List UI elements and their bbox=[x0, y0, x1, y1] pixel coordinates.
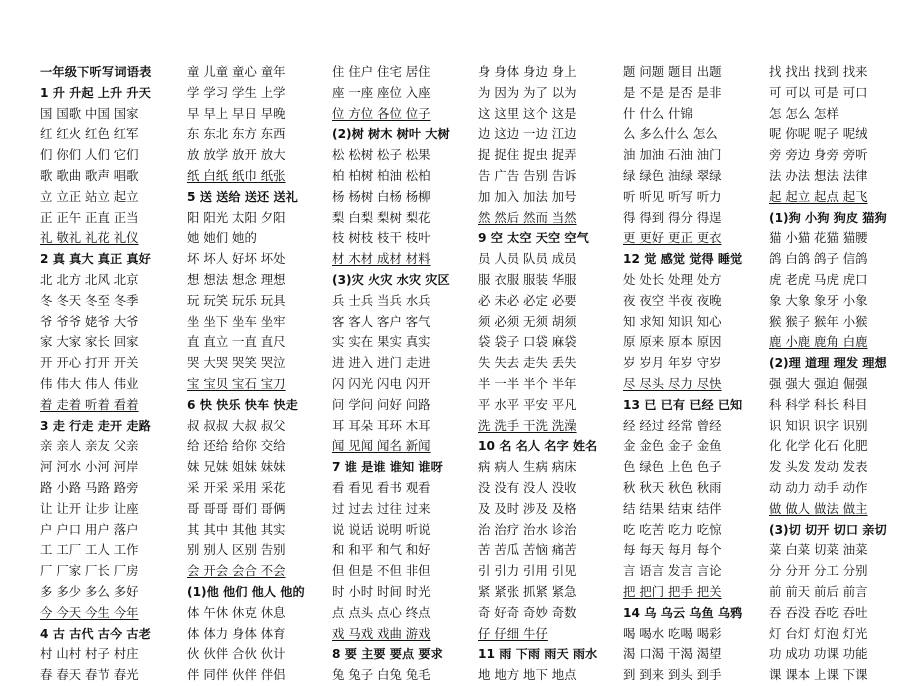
word-row: 给 还给 给你 交给 bbox=[187, 438, 286, 454]
word-row: 失 失去 走失 丢失 bbox=[478, 355, 577, 371]
word-column-5 bbox=[623, 62, 759, 686]
word-row: 体 体力 身体 体育 bbox=[187, 625, 286, 641]
word-row: 油 加油 石油 油门 bbox=[623, 147, 722, 163]
lesson-heading: 10 名 名人 名字 姓名 bbox=[478, 439, 598, 454]
lesson-heading: 1 升 升起 上升 升天 bbox=[40, 85, 151, 100]
word-row: 让 让开 让步 让座 bbox=[40, 500, 139, 516]
word-row: 路 小路 马路 路旁 bbox=[40, 479, 139, 495]
word-row: 实 实在 果实 真实 bbox=[332, 334, 431, 350]
word-row: 加 加入 加法 加号 bbox=[478, 188, 577, 204]
word-row: 鸽 白鸽 鸽子 信鸽 bbox=[769, 251, 868, 267]
word-row: 病 病人 生病 病床 bbox=[478, 459, 577, 475]
word-row: 冬 冬天 冬至 冬季 bbox=[40, 292, 139, 308]
underlined-word-row: 位 方位 各位 位子 bbox=[332, 105, 431, 121]
word-row: 正 正午 正直 正当 bbox=[40, 209, 139, 225]
word-row: 玩 玩笑 玩乐 玩具 bbox=[187, 292, 286, 308]
word-row: 识 知识 识字 识别 bbox=[769, 417, 868, 433]
word-row: 旁 旁边 身旁 旁听 bbox=[769, 147, 868, 163]
word-row: 可 可以 可是 可口 bbox=[769, 84, 868, 100]
word-column-4 bbox=[478, 62, 614, 686]
word-row: 科 科学 科长 科目 bbox=[769, 396, 868, 412]
word-row: 问 学问 问好 问路 bbox=[332, 396, 431, 412]
word-row: 原 原来 原本 原因 bbox=[623, 334, 722, 350]
underlined-word-row: 更 更好 更正 更衣 bbox=[623, 230, 722, 246]
word-row: 听 听见 听写 听力 bbox=[623, 188, 722, 204]
word-row: 枝 树枝 枝干 枝叶 bbox=[332, 230, 431, 246]
word-row: 奇 好奇 奇妙 奇数 bbox=[478, 604, 577, 620]
word-row: 其 其中 其他 其实 bbox=[187, 521, 286, 537]
word-row: 杨 杨树 白杨 杨柳 bbox=[332, 188, 431, 204]
word-row: 动 动力 动手 动作 bbox=[769, 479, 868, 495]
word-row: 金 金色 金子 金鱼 bbox=[623, 438, 722, 454]
word-row: 什 什么 什锦 bbox=[623, 105, 693, 121]
word-row: 前 前天 前后 前言 bbox=[769, 583, 868, 599]
word-row: 化 化学 化石 化肥 bbox=[769, 438, 868, 454]
word-row: 北 北方 北风 北京 bbox=[40, 271, 139, 287]
word-column-3 bbox=[332, 62, 468, 686]
word-row: 工 工厂 工人 工作 bbox=[40, 542, 139, 558]
word-row: 猴 猴子 猴年 小猴 bbox=[769, 313, 868, 329]
word-row: 引 引力 引用 引见 bbox=[478, 563, 577, 579]
underlined-word-row: 鹿 小鹿 鹿角 白鹿 bbox=[769, 334, 868, 350]
word-row: 治 治疗 治水 诊治 bbox=[478, 521, 577, 537]
word-row: 到 到来 到头 到手 bbox=[623, 667, 722, 683]
word-row: 爷 爷爷 姥爷 大爷 bbox=[40, 313, 139, 329]
word-row: 但 但是 不但 非但 bbox=[332, 563, 431, 579]
word-row: 多 多少 多么 多好 bbox=[40, 583, 139, 599]
lesson-heading: 2 真 真大 真正 真好 bbox=[40, 252, 151, 267]
word-row: 得 得到 得分 得逞 bbox=[623, 209, 722, 225]
word-row: 功 成功 功课 功能 bbox=[769, 646, 868, 662]
word-row: 分 分开 分工 分别 bbox=[769, 563, 868, 579]
word-row: 及 及时 涉及 及格 bbox=[478, 500, 577, 516]
word-row: 坐 坐下 坐车 坐牢 bbox=[187, 313, 286, 329]
word-row: 河 河水 小河 河岸 bbox=[40, 459, 139, 475]
underlined-word-row: 材 木材 成材 材料 bbox=[332, 251, 431, 267]
word-row: 伴 同伴 伙伴 伴侣 bbox=[187, 667, 286, 683]
word-row: 童 儿童 童心 童年 bbox=[187, 64, 286, 79]
word-row: 坏 坏人 好坏 坏处 bbox=[187, 251, 286, 267]
lesson-heading: (2)树 树木 树叶 大树 bbox=[332, 127, 450, 142]
word-row: 必 未必 必定 必要 bbox=[478, 292, 577, 308]
word-row: 兔 兔子 白兔 兔毛 bbox=[332, 667, 431, 683]
word-row: 没 没有 没人 没收 bbox=[478, 479, 577, 495]
word-row: 为 因为 为了 以为 bbox=[478, 84, 577, 100]
underlined-word-row: 会 开会 会合 不会 bbox=[187, 563, 286, 579]
underlined-word-row: 纸 白纸 纸巾 纸张 bbox=[187, 167, 286, 183]
word-row: 她 她们 她的 bbox=[187, 230, 257, 246]
word-row: 红 红火 红色 红军 bbox=[40, 126, 139, 142]
word-row: 每 每天 每月 每个 bbox=[623, 542, 722, 558]
word-row: 哥 哥哥 哥们 哥俩 bbox=[187, 500, 286, 516]
word-row: 这 这里 这个 这是 bbox=[478, 105, 577, 121]
word-row: 春 春天 春节 春光 bbox=[40, 667, 139, 683]
word-row: 怎 怎么 怎样 bbox=[769, 105, 839, 121]
lesson-heading: 7 谁 是谁 谁知 谁呀 bbox=[332, 460, 443, 475]
word-row: 哭 大哭 哭笑 哭泣 bbox=[187, 355, 286, 371]
word-row: 客 客人 客户 客气 bbox=[332, 313, 431, 329]
word-row: 看 看见 看书 观看 bbox=[332, 479, 431, 495]
word-row: 点 点头 点心 终点 bbox=[332, 604, 431, 620]
word-row: 吞 吞没 吞吃 吞吐 bbox=[769, 604, 868, 620]
word-row: 住 住户 住宅 居住 bbox=[332, 64, 431, 79]
word-row: 灯 台灯 灯泡 灯光 bbox=[769, 625, 868, 641]
word-row: 耳 耳朵 耳环 木耳 bbox=[332, 417, 431, 433]
word-row: 开 开心 打开 开关 bbox=[40, 355, 139, 371]
lesson-heading: (3)切 切开 切口 亲切 bbox=[769, 522, 887, 537]
word-row: 岁 岁月 年岁 守岁 bbox=[623, 355, 722, 371]
word-row: 秋 秋天 秋色 秋雨 bbox=[623, 479, 722, 495]
word-row: 苦 苦瓜 苦恼 痛苦 bbox=[478, 542, 577, 558]
word-row: 采 开采 采用 采花 bbox=[187, 479, 286, 495]
word-row: 处 处长 处理 处方 bbox=[623, 271, 722, 287]
word-row: 阳 阳光 太阳 夕阳 bbox=[187, 209, 286, 225]
underlined-word-row: 着 走着 听着 看着 bbox=[40, 396, 139, 412]
underlined-word-row: 仔 仔细 牛仔 bbox=[478, 625, 548, 641]
word-row: 说 说话 说明 听说 bbox=[332, 521, 431, 537]
word-row: 课 课本 上课 下课 bbox=[769, 667, 868, 683]
word-row: 别 别人 区别 告别 bbox=[187, 542, 286, 558]
word-column-1 bbox=[40, 62, 176, 686]
word-row: 告 广告 告别 告诉 bbox=[478, 167, 577, 183]
word-row: 身 身体 身边 身上 bbox=[478, 64, 577, 79]
word-row: 法 办法 想法 法律 bbox=[769, 167, 868, 183]
underlined-word-row: 宝 宝贝 宝石 宝刀 bbox=[187, 375, 286, 391]
lesson-heading: (2)理 道理 理发 理想 bbox=[769, 356, 887, 371]
lesson-heading: (1)狗 小狗 狗皮 猫狗 bbox=[769, 210, 887, 225]
word-row: 夜 夜空 半夜 夜晚 bbox=[623, 292, 722, 308]
lesson-heading: 9 空 太空 天空 空气 bbox=[478, 231, 589, 246]
word-row: 兵 士兵 当兵 水兵 bbox=[332, 292, 431, 308]
word-row: 伟 伟大 伟人 伟业 bbox=[40, 375, 139, 391]
word-row: 家 大家 家长 回家 bbox=[40, 334, 139, 350]
lesson-heading: 8 要 主要 要点 要求 bbox=[332, 647, 443, 662]
underlined-word-row: 然 然后 然而 当然 bbox=[478, 209, 577, 225]
word-row: 座 一座 座位 入座 bbox=[332, 84, 431, 100]
word-row: 菜 白菜 切菜 油菜 bbox=[769, 542, 868, 558]
word-row: 边 这边 一边 江边 bbox=[478, 126, 577, 142]
word-row: 梨 白梨 梨树 梨花 bbox=[332, 209, 431, 225]
word-row: 想 想法 想念 理想 bbox=[187, 271, 286, 287]
word-row: 地 地方 地下 地点 bbox=[478, 667, 577, 683]
word-row: 户 户口 用户 落户 bbox=[40, 521, 139, 537]
word-row: 猫 小猫 花猫 猫腰 bbox=[769, 230, 868, 246]
word-row: 喝 喝水 吃喝 喝彩 bbox=[623, 625, 722, 641]
word-row: 半 一半 半个 半年 bbox=[478, 375, 577, 391]
lesson-heading: 14 乌 乌云 乌鱼 乌鸦 bbox=[623, 605, 743, 620]
underlined-word-row: 今 今天 今生 今年 bbox=[40, 604, 139, 620]
word-row: 发 头发 发动 发表 bbox=[769, 459, 868, 475]
underlined-word-row: 起 起立 起点 起飞 bbox=[769, 188, 868, 204]
lesson-heading: (3)灾 火灾 水灾 灾区 bbox=[332, 272, 450, 287]
word-row: 们 你们 人们 它们 bbox=[40, 147, 139, 163]
word-row: 须 必须 无须 胡须 bbox=[478, 313, 577, 329]
word-row: 员 人员 队员 成员 bbox=[478, 251, 577, 267]
lesson-heading: 12 觉 感觉 觉得 睡觉 bbox=[623, 252, 743, 267]
word-row: 时 小时 时间 时光 bbox=[332, 583, 431, 599]
word-row: 早 早上 早日 早晚 bbox=[187, 105, 286, 121]
word-row: 进 进入 进门 走进 bbox=[332, 355, 431, 371]
underlined-word-row: 闻 见闻 闻名 新闻 bbox=[332, 438, 431, 454]
word-row: 象 大象 象牙 小象 bbox=[769, 292, 868, 308]
word-row: 学 学习 学生 上学 bbox=[187, 84, 286, 100]
word-row: 捉 捉住 捉虫 捉弄 bbox=[478, 147, 577, 163]
underlined-word-row: 礼 敬礼 礼花 礼仪 bbox=[40, 230, 139, 246]
word-row: 呢 你呢 呢子 呢绒 bbox=[769, 126, 868, 142]
word-row: 虎 老虎 马虎 虎口 bbox=[769, 271, 868, 287]
word-row: 闪 闪光 闪电 闪开 bbox=[332, 375, 431, 391]
word-row: 知 求知 知识 知心 bbox=[623, 313, 722, 329]
word-row: 强 强大 强迫 倔强 bbox=[769, 375, 868, 391]
document-title: 一年级下听写词语表 bbox=[40, 65, 152, 79]
word-row: 歌 歌曲 歌声 唱歌 bbox=[40, 167, 139, 183]
word-row: 村 山村 村子 村庄 bbox=[40, 646, 139, 662]
underlined-word-row: 尽 尽头 尽力 尽快 bbox=[623, 375, 722, 391]
lesson-heading: 4 古 古代 古今 古老 bbox=[40, 626, 151, 641]
word-row: 松 松树 松子 松果 bbox=[332, 147, 431, 163]
word-row: 柏 柏树 柏油 松柏 bbox=[332, 167, 431, 183]
word-column-2 bbox=[187, 62, 323, 686]
underlined-word-row: 做 做人 做法 做主 bbox=[769, 500, 868, 516]
word-row: 经 经过 经常 曾经 bbox=[623, 417, 722, 433]
lesson-heading: 3 走 行走 走开 走路 bbox=[40, 418, 151, 433]
word-row: 和 和平 和气 和好 bbox=[332, 542, 431, 558]
word-row: 是 不是 是否 是非 bbox=[623, 84, 722, 100]
word-row: 东 东北 东方 东西 bbox=[187, 126, 286, 142]
word-row: 立 立正 站立 起立 bbox=[40, 188, 139, 204]
word-row: 伙 伙伴 合伙 伙计 bbox=[187, 646, 286, 662]
word-row: 袋 袋子 口袋 麻袋 bbox=[478, 334, 577, 350]
word-row: 放 放学 放开 放大 bbox=[187, 147, 286, 163]
word-row: 厂 厂家 厂长 厂房 bbox=[40, 563, 139, 579]
word-column-6 bbox=[769, 62, 905, 686]
word-row: 题 问题 题目 出题 bbox=[623, 64, 722, 79]
word-row: 紧 紧张 抓紧 紧急 bbox=[478, 583, 577, 599]
lesson-heading: 5 送 送给 送还 送礼 bbox=[187, 189, 298, 204]
underlined-word-row: 洗 洗手 干洗 洗澡 bbox=[478, 417, 577, 433]
underlined-word-row: 戏 马戏 戏曲 游戏 bbox=[332, 625, 431, 641]
word-row: 叔 叔叔 大叔 叔父 bbox=[187, 417, 286, 433]
lesson-heading: 11 雨 下雨 雨天 雨水 bbox=[478, 647, 598, 662]
word-row: 色 绿色 上色 色子 bbox=[623, 459, 722, 475]
word-row: 直 直立 一直 直尺 bbox=[187, 334, 286, 350]
word-row: 么 多么什么 怎么 bbox=[623, 126, 718, 142]
word-row: 平 水平 平安 平凡 bbox=[478, 396, 577, 412]
word-row: 吃 吃苦 吃力 吃惊 bbox=[623, 521, 722, 537]
word-row: 渴 口渴 干渴 渴望 bbox=[623, 646, 722, 662]
underlined-word-row: 把 把门 把手 把关 bbox=[623, 583, 722, 599]
word-row: 亲 亲人 亲友 父亲 bbox=[40, 438, 139, 454]
word-row: 体 午休 休克 休息 bbox=[187, 604, 286, 620]
word-row: 绿 绿色 油绿 翠绿 bbox=[623, 167, 722, 183]
lesson-heading: 13 已 已有 已经 已知 bbox=[623, 397, 743, 412]
word-row: 妹 兄妹 姐妹 妹妹 bbox=[187, 459, 286, 475]
lesson-heading: 6 快 快乐 快车 快走 bbox=[187, 397, 298, 412]
word-row: 结 结果 结束 结伴 bbox=[623, 500, 722, 516]
word-row: 言 语言 发言 言论 bbox=[623, 563, 722, 579]
word-row: 服 衣服 服装 华服 bbox=[478, 271, 577, 287]
word-row: 过 过去 过往 过来 bbox=[332, 500, 431, 516]
word-row: 国 国歌 中国 国家 bbox=[40, 105, 139, 121]
word-row: 找 找出 找到 找来 bbox=[769, 64, 868, 79]
lesson-heading: (1)他 他们 他人 他的 bbox=[187, 584, 305, 599]
